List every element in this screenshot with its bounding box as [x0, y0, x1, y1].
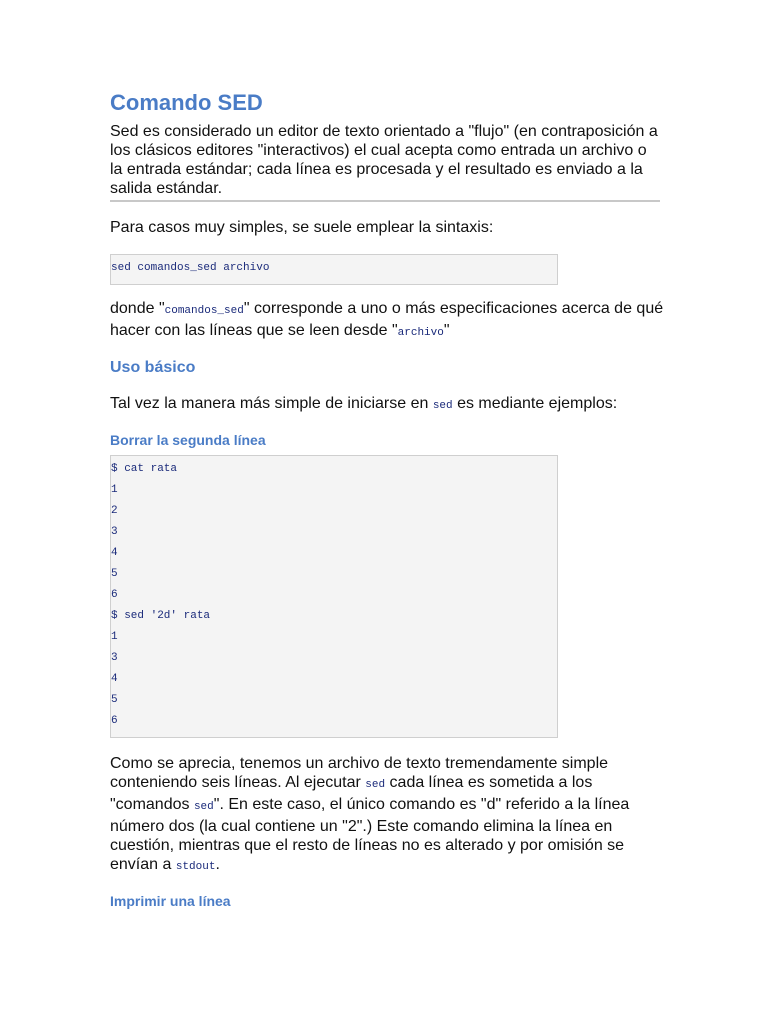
explanation-code-sed-2: sed — [193, 801, 214, 813]
code-line: 2 — [111, 505, 118, 517]
explanation-text-1: Como se aprecia, tenemos un archivo de texto tremendamente simple conteniendo seis líneas. Al ejecutar — [110, 755, 609, 791]
code-line: 1 — [111, 484, 118, 496]
donde-code-archivo: archivo — [397, 327, 444, 339]
page-title: Comando SED — [110, 90, 263, 115]
code-line: 4 — [111, 547, 118, 559]
section-heading-uso-basico: Uso básico — [110, 359, 196, 376]
code-line: 5 — [111, 694, 118, 706]
intro-paragraph: Sed es considerado un editor de texto orientado a "flujo" (en contraposición a los clásicos editores "interactivos) el cual acepta como entrada un archivo o la entrada estándar; cada línea es procesada y el resultado es enviado a la salida estándar. — [110, 122, 660, 202]
code-line: 3 — [111, 526, 118, 538]
syntax-code-line: sed comandos_sed archivo — [111, 262, 270, 274]
donde-text-1: donde " — [110, 300, 165, 317]
explanation-code-sed: sed — [365, 779, 386, 791]
basic-text-2: es mediante ejemplos: — [452, 395, 618, 412]
donde-text-3: " — [443, 322, 450, 339]
subsection-heading-imprimir: Imprimir una línea — [110, 893, 231, 909]
explanation-text-2: cada línea es sometida a los "comandos — [110, 774, 593, 813]
syntax-code-block — [110, 254, 558, 285]
code-line: 4 — [111, 673, 118, 685]
code-line: $ sed '2d' rata — [111, 610, 211, 622]
subsection-heading-borrar: Borrar la segunda línea — [110, 432, 266, 448]
example-code-block — [110, 455, 558, 738]
code-line: 6 — [111, 589, 118, 601]
code-line: $ cat rata — [111, 463, 178, 475]
explanation-code-stdout: stdout — [175, 861, 216, 873]
document-content — [110, 90, 670, 909]
basic-text-1: Tal vez la manera más simple de iniciarse en — [110, 395, 433, 412]
donde-text-2: " corresponde a uno o más especificaciones acerca de qué hacer con las líneas que se leen desde " — [110, 300, 664, 339]
donde-code-comandos: comandos_sed — [164, 305, 244, 317]
explanation-paragraph — [110, 754, 670, 877]
code-line: 1 — [111, 631, 118, 643]
basic-paragraph — [110, 394, 670, 416]
syntax-intro-paragraph: Para casos muy simples, se suele emplear la sintaxis: — [110, 219, 494, 236]
code-line: 3 — [111, 652, 118, 664]
code-line: 5 — [111, 568, 118, 580]
explanation-text-3: ". En este caso, el único comando es "d" referido a la línea número dos (la cual contiene un "2".) Este comando elimina la línea en cuestión, mientras que el resto de líneas no es alterado y por omisión se envían a — [110, 796, 630, 873]
code-line: 6 — [111, 715, 118, 727]
donde-paragraph — [110, 299, 670, 343]
basic-code-sed: sed — [432, 400, 453, 412]
explanation-text-4: . — [215, 856, 220, 873]
